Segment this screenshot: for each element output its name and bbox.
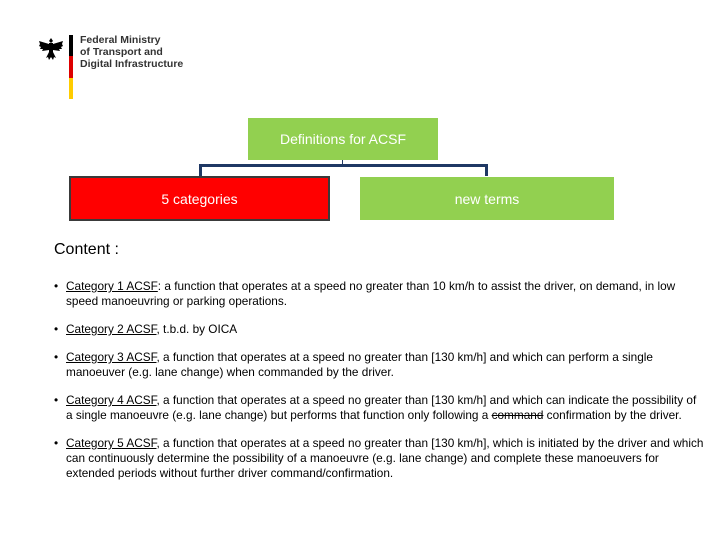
ministry-logo	[38, 34, 188, 100]
category-list	[54, 279, 704, 494]
ministry-name	[80, 34, 183, 70]
new-terms-label: new terms	[454, 190, 520, 207]
category-term: Category 2 ACSF	[66, 322, 157, 336]
content-title: Content :	[54, 241, 119, 258]
category-definition: , t.b.d. by OICA	[156, 322, 238, 336]
flag-stripe-red	[69, 56, 73, 77]
bullet: •	[54, 436, 59, 450]
category-term: Category 4 ACSF	[66, 393, 157, 407]
category-definition: , a function that operates at a speed no greater than [130 km/h], which is initiated by the driver and which can continuously determine the possibility of a manoeuvre (e.g. lane change) and complete these manoeuvers for extended periods without further driver command/confirmation.	[66, 436, 704, 480]
category-definition: , a function that operates at a speed no greater than [130 km/h] and which can indicate the possibility of a single manoeuvre (e.g. lane change) but performs that function only following a	[66, 393, 697, 422]
categories-box	[69, 176, 330, 221]
category-term: Category 1 ACSF	[66, 279, 158, 293]
categories-label: 5 categories	[161, 190, 238, 207]
definitions-box	[248, 118, 438, 160]
list-item	[54, 279, 704, 309]
flag-stripe-black	[69, 35, 73, 56]
category-definition-end: confirmation by the driver.	[543, 408, 682, 422]
bullet: •	[54, 279, 59, 293]
category-definition: , a function that operates at a speed no greater than [130 km/h] and which can perform a single manoeuver (e.g. lane change) when commanded by the driver.	[66, 350, 653, 379]
list-item	[54, 436, 704, 481]
german-flag-stripe	[69, 35, 73, 99]
new-terms-box	[360, 177, 614, 220]
bullet: •	[54, 322, 59, 336]
ministry-line-2: of Transport and	[80, 46, 163, 58]
list-item	[54, 393, 704, 423]
ministry-line-3: Digital Infrastructure	[80, 58, 184, 70]
ministry-line-1: Federal Ministry	[80, 34, 161, 46]
list-item	[54, 322, 704, 337]
federal-eagle-icon	[38, 36, 64, 62]
diagram-connector	[199, 164, 488, 176]
struck-word: command	[491, 408, 544, 422]
flag-stripe-gold	[69, 78, 73, 99]
category-term: Category 3 ACSF	[66, 350, 157, 364]
bullet: •	[54, 350, 59, 364]
definitions-label: Definitions for ACSF	[279, 131, 407, 147]
bullet: •	[54, 393, 59, 407]
category-term: Category 5 ACSF	[66, 436, 157, 450]
list-item	[54, 350, 704, 380]
category-definition: : a function that operates at a speed no greater than 10 km/h to assist the driver, on demand, in low speed manoeuvring or parking operations.	[66, 279, 676, 308]
